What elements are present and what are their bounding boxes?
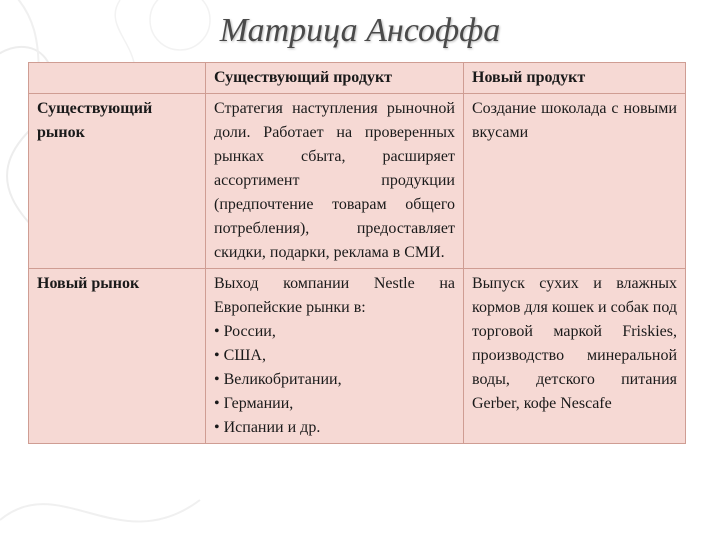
corner-cell bbox=[29, 63, 206, 94]
header-new-product: Новый продукт bbox=[464, 63, 686, 94]
cell-intro-text: Выход компании Nestle на Европейские рынки в: bbox=[214, 275, 455, 316]
header-existing-product: Существующий продукт bbox=[206, 63, 464, 94]
list-item: • Великобритании, bbox=[214, 368, 455, 392]
list-item: • США, bbox=[214, 344, 455, 368]
list-item: • Испании и др. bbox=[214, 416, 455, 440]
page-title: Матрица Ансоффа bbox=[219, 12, 501, 49]
list-item: • Германии, bbox=[214, 392, 455, 416]
row-label-new-market: Новый рынок bbox=[29, 269, 206, 444]
cell-existing-market-new-product: Создание шоколада с новыми вкусами bbox=[464, 94, 686, 269]
country-list bbox=[214, 320, 455, 440]
table-row bbox=[29, 94, 686, 269]
list-item: • России, bbox=[214, 320, 455, 344]
row-label-existing-market: Существующий рынок bbox=[29, 94, 206, 269]
cell-existing-market-existing-product: Стратегия наступления рыночной доли. Работает на проверенных рынках сбыта, расширяет ассортимент продукции (предпочтение товарам общего потребления), предоставляет скидки, подарки, реклама в СМИ. bbox=[206, 94, 464, 269]
ansoff-matrix-table bbox=[28, 62, 686, 444]
table-header-row bbox=[29, 63, 686, 94]
cell-new-market-new-product: Выпуск сухих и влажных кормов для кошек и собак под торговой маркой Friskies, производство минеральной воды, детского питания Gerber, кофе Nescafe bbox=[464, 269, 686, 444]
cell-new-market-existing-product bbox=[206, 269, 464, 444]
table-row bbox=[29, 269, 686, 444]
